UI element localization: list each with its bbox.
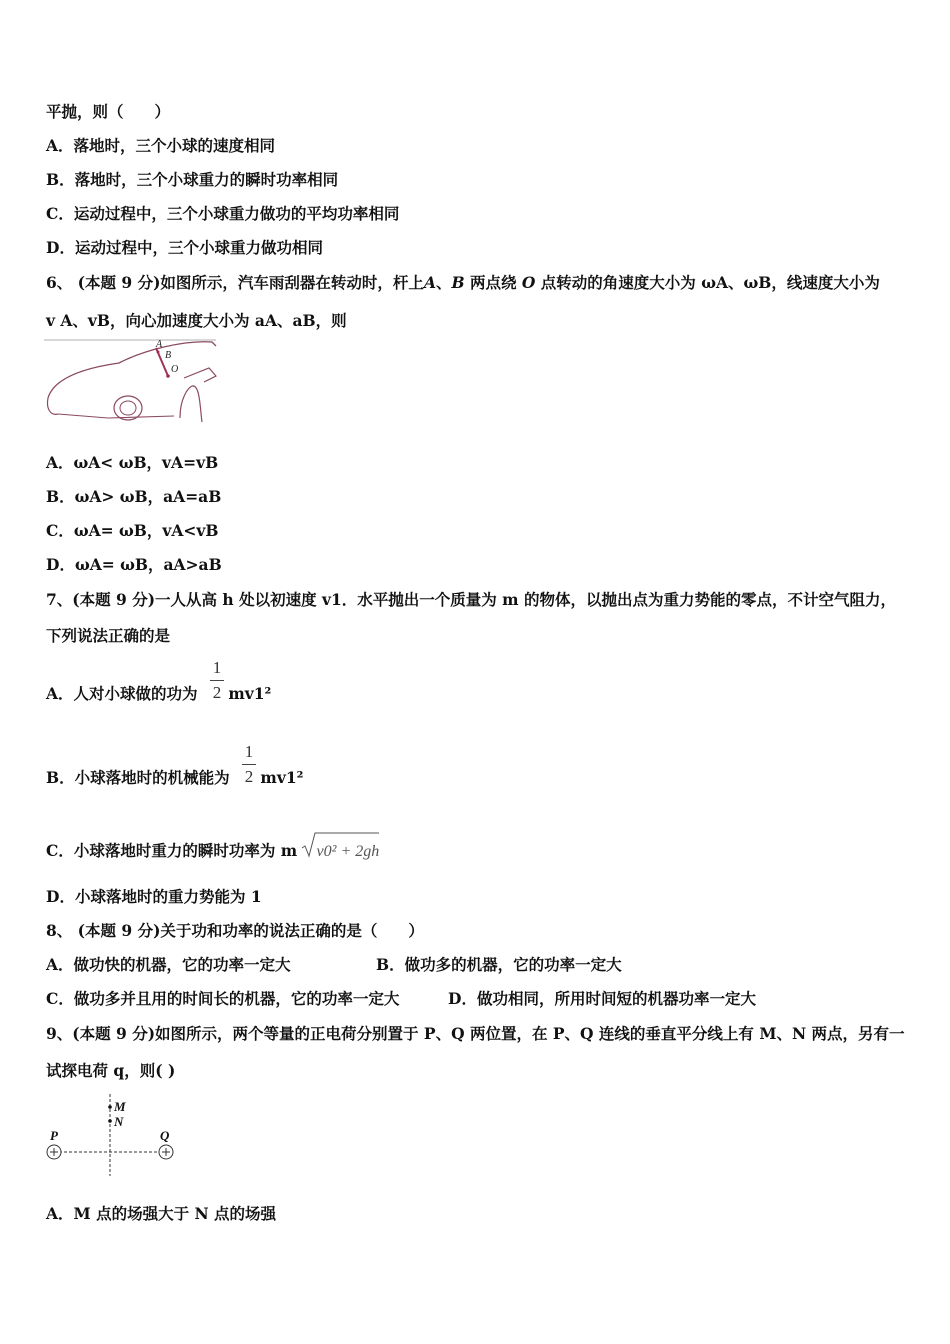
q7-option-c: C．小球落地时重力的瞬时功率为 m v0² + 2gh bbox=[46, 840, 379, 862]
figure-label-b: B bbox=[165, 350, 172, 361]
figure-label-a: A bbox=[156, 339, 163, 350]
q5-option-d: D．运动过程中，三个小球重力做功相同 bbox=[46, 238, 323, 257]
q8-option-a: A．做功快的机器，它的功率一定大 bbox=[46, 955, 291, 974]
q7-option-b-fraction: 1 2 bbox=[242, 742, 256, 787]
q8-option-c: C．做功多并且用的时间长的机器，它的功率一定大 bbox=[46, 989, 400, 1008]
q8-option-d: D．做功相同，所用时间短的机器功率一定大 bbox=[448, 989, 756, 1008]
wiper-car-figure bbox=[44, 338, 219, 424]
q7-option-b: B．小球落地时的机械能为 mv1² bbox=[46, 768, 304, 787]
sqrt-expression: v0² + 2gh bbox=[303, 840, 380, 862]
q7-option-d: D．小球落地时的重力势能为 1 bbox=[46, 887, 262, 906]
q6-option-a: A．ωA< ωB，vA=vB bbox=[46, 453, 219, 472]
q7-option-a: A．人对小球做的功为 mv1² bbox=[46, 684, 272, 703]
q5-stem-tail: 平抛，则（ ） bbox=[46, 102, 171, 121]
q6-option-b: B．ωA> ωB，aA=aB bbox=[46, 487, 222, 506]
charge-label-q: Q bbox=[160, 1128, 170, 1143]
charge-label-n: N bbox=[114, 1114, 124, 1129]
q5-option-b: B．落地时，三个小球重力的瞬时功率相同 bbox=[46, 170, 339, 189]
q8-option-b: B．做功多的机器，它的功率一定大 bbox=[376, 955, 622, 974]
q9-stem-line2: 试探电荷 q，则( ) bbox=[46, 1061, 176, 1080]
q5-option-c: C．运动过程中，三个小球重力做功的平均功率相同 bbox=[46, 204, 400, 223]
q9-stem-line1: 9、(本题 9 分)如图所示，两个等量的正电荷分别置于 P、Q 两位置，在 P、Q 连线的垂直平分线上有 M、N 两点，另有一 bbox=[46, 1024, 905, 1043]
q7-option-a-fraction: 1 2 bbox=[210, 658, 224, 703]
q6-stem-line2: v A、vB，向心加速度大小为 aA、aB，则 bbox=[46, 311, 347, 330]
q6-option-c: C．ωA= ωB，vA<vB bbox=[46, 521, 219, 540]
charge-label-p: P bbox=[50, 1128, 58, 1143]
q6-stem-line1: 6、 (本题 9 分)如图所示，汽车雨刮器在转动时，杆上A、B 两点绕 O 点转动的角速度大小为 ωA、ωB，线速度大小为 bbox=[46, 273, 880, 292]
charge-label-m: M bbox=[114, 1099, 126, 1114]
q9-option-a: A．M 点的场强大于 N 点的场强 bbox=[46, 1204, 277, 1223]
charges-figure bbox=[44, 1092, 184, 1178]
q7-stem-line2: 下列说法正确的是 bbox=[46, 626, 171, 645]
figure-label-o: O bbox=[171, 364, 179, 375]
q5-option-a: A．落地时，三个小球的速度相同 bbox=[46, 136, 276, 155]
q7-stem-line1: 7、(本题 9 分)一人从高 h 处以初速度 v1．水平抛出一个质量为 m 的物体，以抛出点为重力势能的零点，不计空气阻力， bbox=[46, 590, 896, 609]
q8-stem: 8、 (本题 9 分)关于功和功率的说法正确的是（ ） bbox=[46, 921, 424, 940]
q6-option-d: D．ωA= ωB，aA>aB bbox=[46, 555, 222, 574]
